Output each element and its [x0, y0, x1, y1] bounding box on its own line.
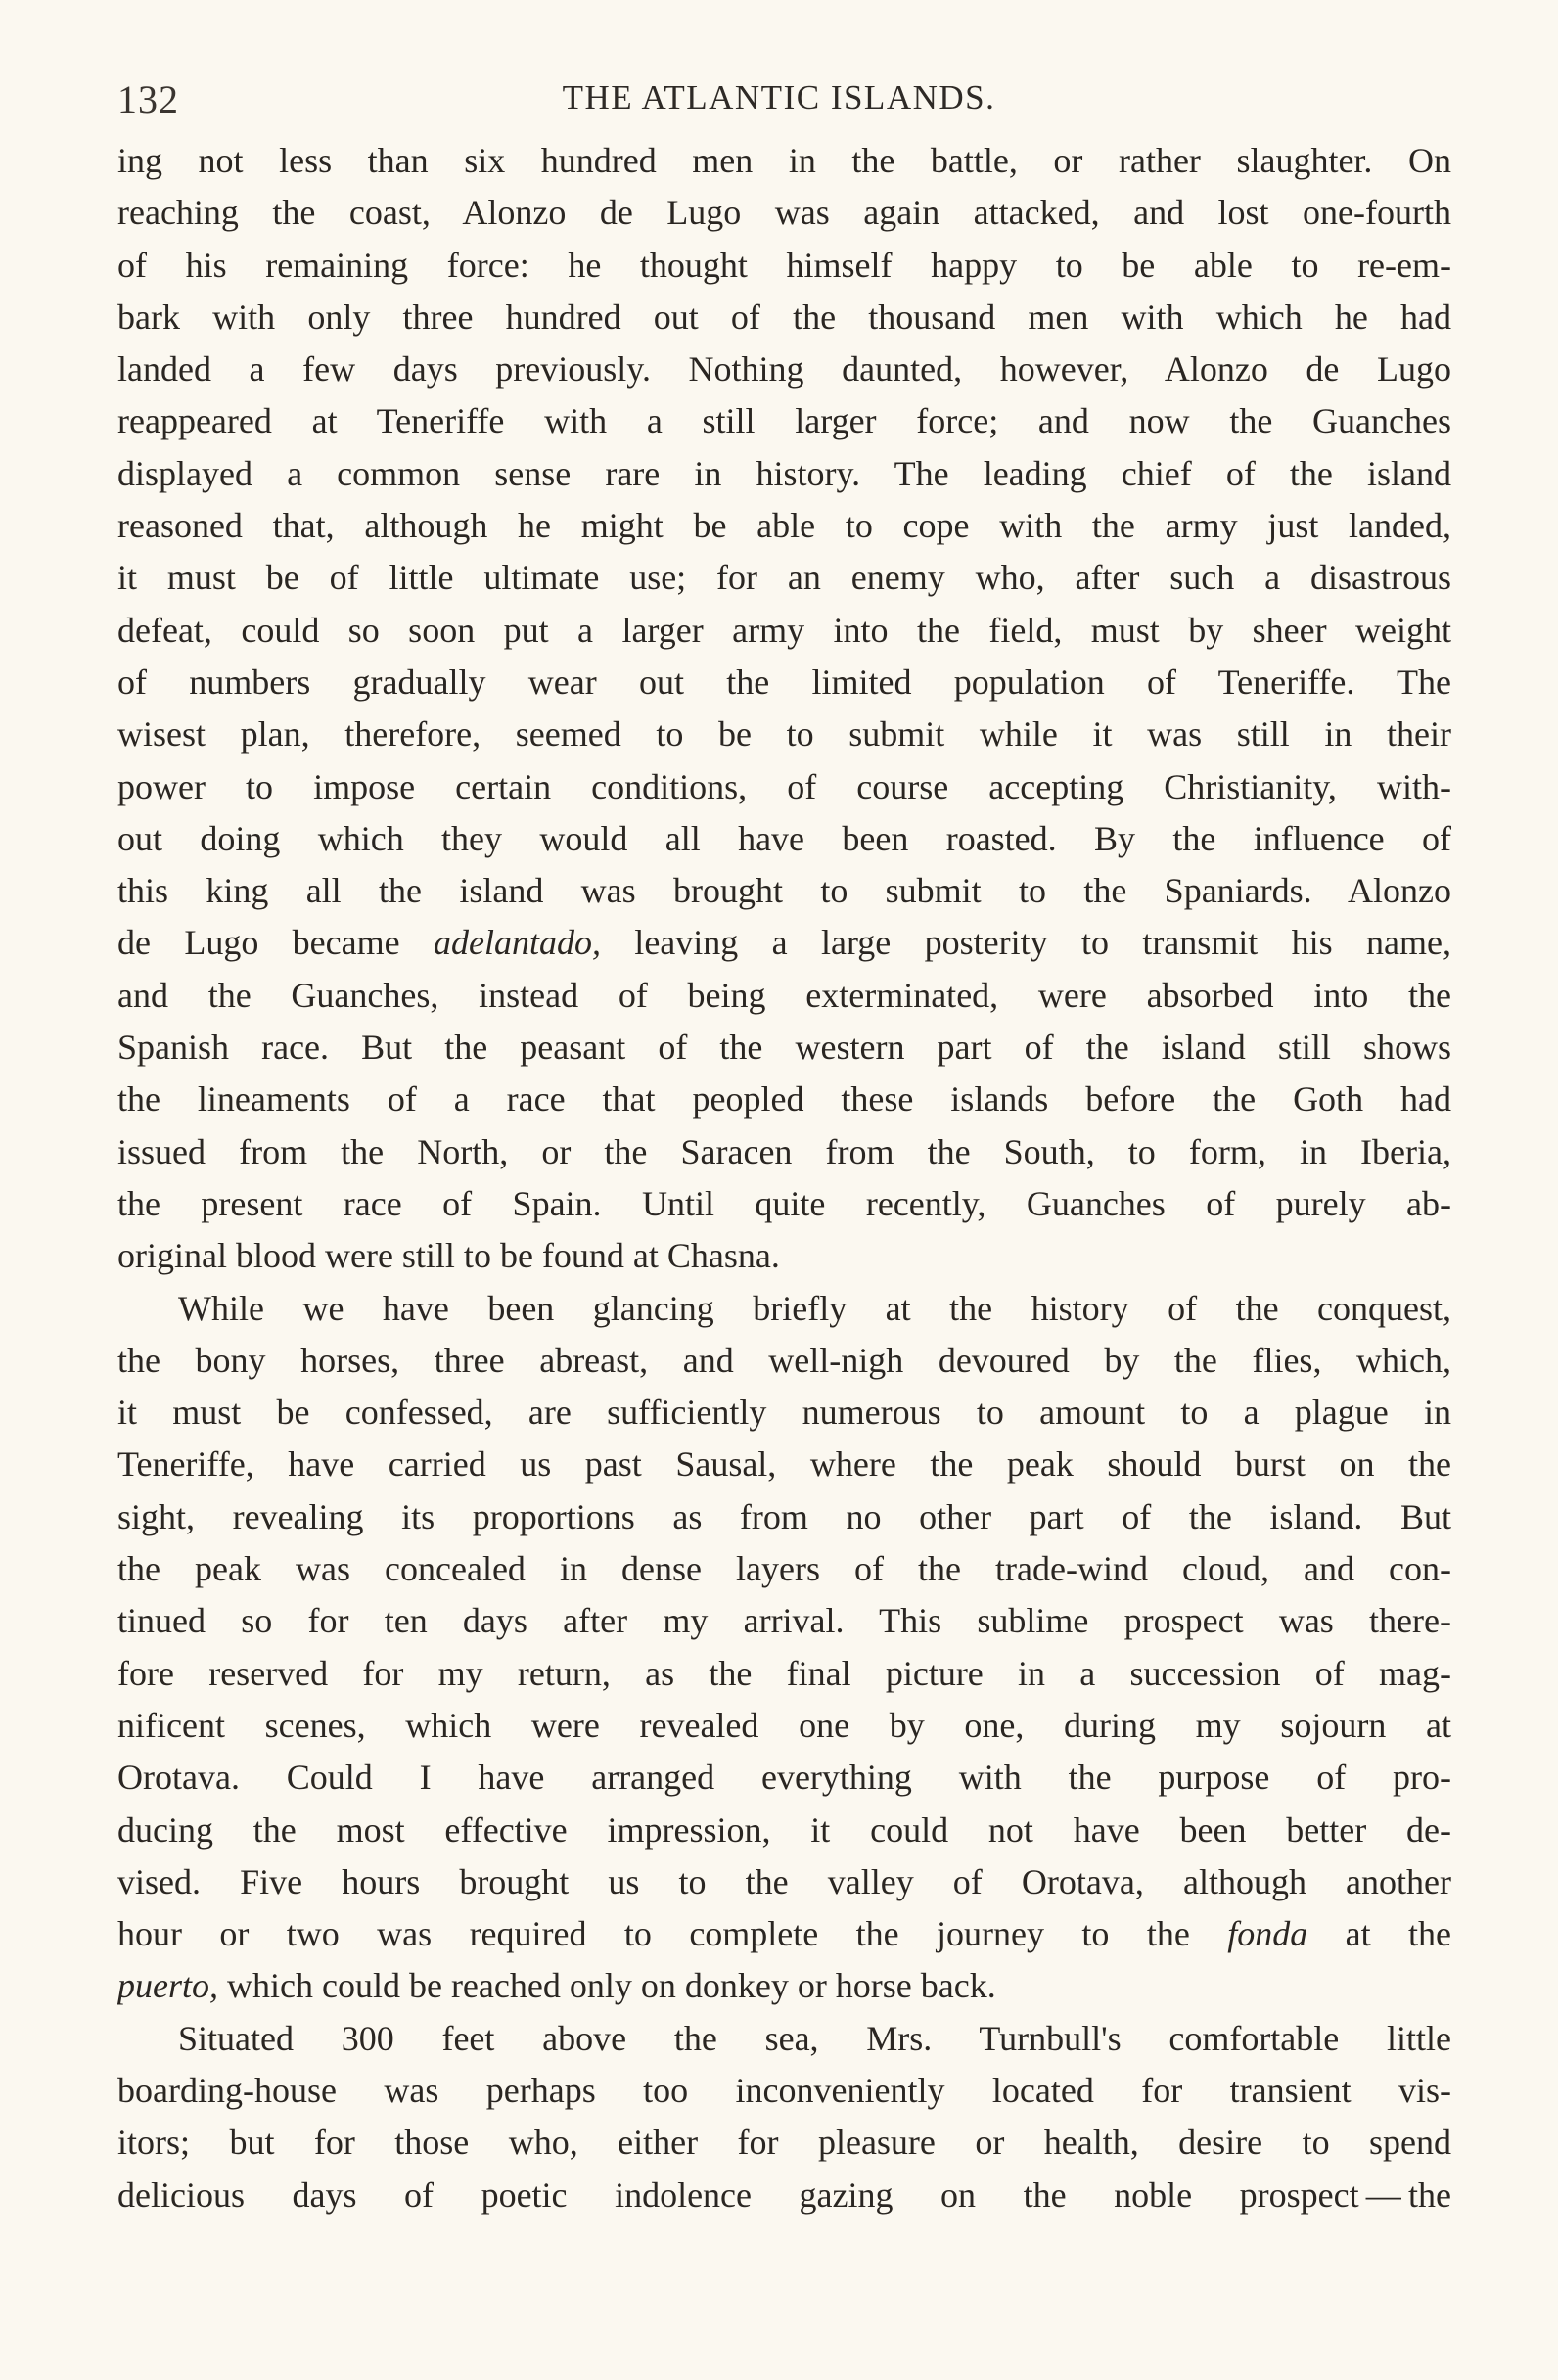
text-line-with-italic [117, 1960, 1451, 2012]
text-line: the lineaments of a race that peopled these islands before the Goth had [117, 1079, 1451, 1120]
text-line: reappeared at Teneriffe with a still larger force; and now the Guanches [117, 401, 1451, 441]
text-line: out doing which they would all have been roasted. By the influence of [117, 818, 1451, 858]
text-line-with-italic [117, 917, 1451, 969]
text-line: wisest plan, therefore, seemed to be to submit while it was still in their [117, 714, 1451, 755]
text-line: ing not less than six hundred men in the battle, or rather slaughter. On [117, 141, 1451, 180]
text-segment: hour or two was required to complete the journey to the [117, 1914, 1228, 1954]
body-text [117, 135, 1451, 2221]
text-line: tinued so for ten days after my arrival. This sublime prospect was there- [117, 1601, 1451, 1641]
page-number: 132 [117, 77, 179, 121]
text-line: Orotava. Could I have arranged everything with the purpose of pro- [117, 1758, 1451, 1798]
text-line: of numbers gradually wear out the limited population of Teneriffe. The [117, 662, 1451, 702]
text-line: delicious days of poetic indolence gazing on the noble prospect — the [117, 2174, 1451, 2215]
text-segment: which could be reached only on donkey or horse back. [218, 1966, 996, 2006]
italic-term: adelantado, [433, 923, 601, 963]
paragraph-start-line: Situated 300 feet above the sea, Mrs. Turnbull's comfortable little [178, 2018, 1451, 2058]
text-line: sight, revealing its proportions as from no other part of the island. But [117, 1496, 1451, 1536]
text-line: the bony horses, three abreast, and well-nigh devoured by the flies, which, [117, 1340, 1451, 1380]
text-line: itors; but for those who, either for pleasure or health, desire to spend [117, 2123, 1451, 2163]
text-segment: leaving a large posterity to transmit his name, [600, 923, 1451, 963]
text-segment: de Lugo became [117, 923, 434, 963]
text-line: nificent scenes, which were revealed one by one, during my sojourn at [117, 1705, 1451, 1745]
text-segment: at the [1307, 1914, 1451, 1954]
text-line: vised. Five hours brought us to the valley of Orotava, although another [117, 1861, 1451, 1901]
text-line: power to impose certain conditions, of course accepting Christianity, with- [117, 766, 1451, 806]
text-line: Teneriffe, have carried us past Sausal, where the peak should burst on the [117, 1444, 1451, 1485]
text-line: Spanish race. But the peasant of the western part of the island still shows [117, 1028, 1451, 1068]
text-line: reasoned that, although he might be able to cope with the army just landed, [117, 506, 1451, 546]
text-line: issued from the North, or the Saracen from the South, to form, in Iberia, [117, 1131, 1451, 1171]
italic-term: fonda [1227, 1914, 1308, 1954]
paragraph-end-line: original blood were still to be found at Chasna. [117, 1236, 780, 1276]
text-line: this king all the island was brought to submit to the Spaniards. Alonzo [117, 871, 1451, 911]
paragraph-start-line: While we have been glancing briefly at the history of the conquest, [178, 1288, 1451, 1328]
text-line: it must be of little ultimate use; for an enemy who, after such a disastrous [117, 558, 1451, 598]
text-line: defeat, could so soon put a larger army into the field, must by sheer weight [117, 610, 1451, 650]
text-line: bark with only three hundred out of the thousand men with which he had [117, 297, 1451, 337]
text-line: the present race of Spain. Until quite recently, Guanches of purely ab- [117, 1183, 1451, 1223]
text-line: it must be confessed, are sufficiently numerous to amount to a plague in [117, 1393, 1451, 1433]
text-line: fore reserved for my return, as the final picture in a succession of mag- [117, 1653, 1451, 1693]
text-line: displayed a common sense rare in history. The leading chief of the island [117, 453, 1451, 493]
text-line: ducing the most effective impression, it could not have been better de- [117, 1809, 1451, 1850]
text-line: reaching the coast, Alonzo de Lugo was again attacked, and lost one-fourth [117, 193, 1451, 233]
text-line: landed a few days previously. Nothing daunted, however, Alonzo de Lugo [117, 349, 1451, 389]
running-head: THE ATLANTIC ISLANDS. [562, 78, 996, 116]
text-line: of his remaining force: he thought himself happy to be able to re-em- [117, 245, 1451, 285]
italic-term: puerto, [117, 1966, 218, 2006]
text-line: the peak was concealed in dense layers of the trade-wind cloud, and con- [117, 1549, 1451, 1589]
text-line: and the Guanches, instead of being exterminated, were absorbed into the [117, 975, 1451, 1015]
text-line: boarding-house was perhaps too inconveniently located for transient vis- [117, 2070, 1451, 2110]
text-line-with-italic [117, 1908, 1451, 1960]
